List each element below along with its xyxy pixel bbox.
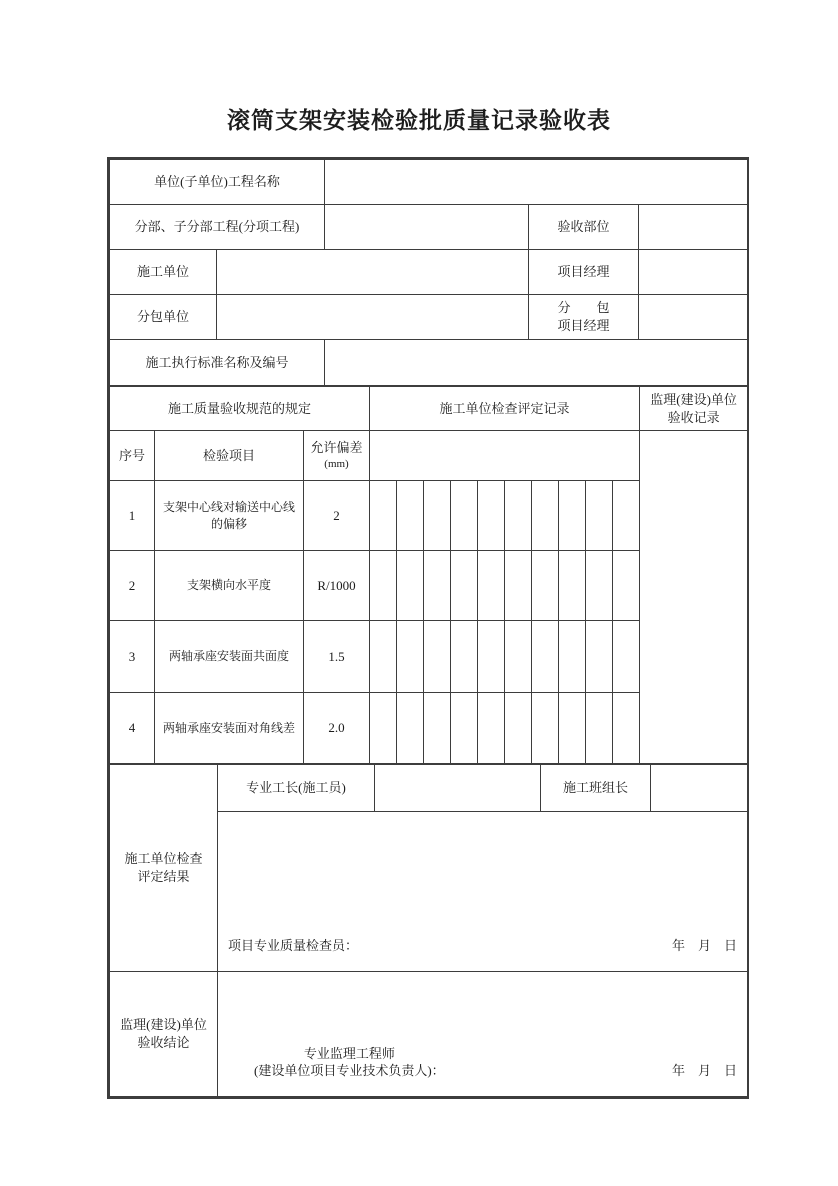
check-cell — [424, 693, 451, 764]
acceptance-part-input-cell — [639, 205, 748, 250]
subcontract-pm-label-line2: 项目经理 — [557, 318, 610, 333]
col-item-header: 检验项目 — [155, 431, 304, 481]
table-row — [110, 765, 748, 812]
item-no: 3 — [110, 621, 155, 693]
table-row — [110, 205, 748, 250]
check-cell — [370, 551, 397, 621]
check-cell — [505, 621, 532, 693]
construction-result-area — [218, 812, 748, 972]
table-row — [110, 340, 748, 386]
construction-unit-input-cell — [217, 250, 529, 295]
supervision-record-header-line2: 验收记录 — [667, 409, 720, 425]
project-manager-input-cell — [639, 250, 748, 295]
check-cell — [478, 621, 505, 693]
check-cell — [424, 481, 451, 551]
foreman-label: 专业工长(施工员) — [218, 765, 375, 812]
check-cell — [613, 621, 640, 693]
check-cell — [532, 621, 559, 693]
item-name: 两轴承座安装面共面度 — [155, 621, 304, 693]
construction-result-label — [110, 765, 218, 972]
item-name: 两轴承座安装面对角线差 — [155, 693, 304, 764]
check-record-header: 施工单位检查评定记录 — [370, 387, 640, 431]
check-cell — [613, 481, 640, 551]
supervisor-label-line1: 专业监理工程师 — [303, 1046, 395, 1062]
subcontract-pm-label — [529, 295, 639, 340]
quality-inspector-label: 项目专业质量检查员： — [228, 938, 359, 954]
item-no: 2 — [110, 551, 155, 621]
check-cell — [532, 481, 559, 551]
standard-input-cell — [325, 340, 748, 386]
supervision-result-area — [218, 972, 748, 1097]
check-cell — [397, 693, 424, 764]
table-row — [110, 250, 748, 295]
item-name: 支架中心线对输送中心线的偏移 — [155, 481, 304, 551]
check-cell — [451, 621, 478, 693]
check-cell — [586, 621, 613, 693]
check-cell — [370, 693, 397, 764]
supervision-date-text: 年 月 日 — [671, 1063, 737, 1079]
check-cell — [559, 551, 586, 621]
item-name: 支架横向水平度 — [155, 551, 304, 621]
col-no-header: 序号 — [110, 431, 155, 481]
matrix-subheader-row — [110, 431, 748, 481]
check-values-blank-cell — [370, 431, 640, 481]
signature-table — [109, 764, 748, 1097]
subcontract-pm-input-cell — [639, 295, 748, 340]
item-deviation: 1.5 — [304, 621, 370, 693]
inspection-matrix-table — [109, 386, 748, 764]
division-label: 分部、子分部工程(分项工程) — [110, 205, 325, 250]
supervision-result-label-line1: 监理(建设)单位 — [120, 1017, 207, 1033]
check-cell — [397, 481, 424, 551]
supervisor-label — [254, 1046, 445, 1080]
division-input-cell — [325, 205, 529, 250]
check-cell — [424, 621, 451, 693]
col-deviation-header-line1: 允许偏差 — [310, 440, 363, 456]
check-cell — [505, 481, 532, 551]
check-cell — [424, 551, 451, 621]
regulation-header: 施工质量验收规范的规定 — [110, 387, 370, 431]
subcontractor-input-cell — [217, 295, 529, 340]
check-cell — [397, 551, 424, 621]
construction-date-text: 年 月 日 — [671, 938, 737, 954]
item-deviation: 2 — [304, 481, 370, 551]
unit-project-input-cell — [325, 160, 748, 205]
check-cell — [451, 481, 478, 551]
supervisor-label-line2: (建设单位项目专业技术负责人)： — [254, 1063, 445, 1079]
team-leader-label: 施工班组长 — [541, 765, 651, 812]
check-cell — [397, 621, 424, 693]
check-cell — [451, 551, 478, 621]
col-deviation-header-unit: (mm) — [324, 457, 349, 470]
item-no: 1 — [110, 481, 155, 551]
supervision-record-header-line1: 监理(建设)单位 — [650, 391, 737, 407]
project-manager-label: 项目经理 — [529, 250, 639, 295]
check-cell — [559, 693, 586, 764]
check-cell — [505, 693, 532, 764]
check-cell — [559, 621, 586, 693]
team-leader-input-cell — [651, 765, 748, 812]
check-cell — [478, 481, 505, 551]
table-row — [110, 972, 748, 1097]
page-title: 滚筒支架安装检验批质量记录验收表 — [227, 108, 611, 133]
subcontractor-label: 分包单位 — [110, 295, 217, 340]
check-cell — [532, 693, 559, 764]
table-row — [110, 160, 748, 205]
check-cell — [613, 693, 640, 764]
matrix-header-row — [110, 387, 748, 431]
table-row — [110, 295, 748, 340]
item-deviation: 2.0 — [304, 693, 370, 764]
check-cell — [370, 621, 397, 693]
check-cell — [478, 693, 505, 764]
supervision-record-input-cell — [640, 431, 748, 764]
foreman-input-cell — [375, 765, 541, 812]
check-cell — [532, 551, 559, 621]
check-cell — [613, 551, 640, 621]
subcontract-pm-label-line1: 分 包 — [557, 300, 610, 316]
standard-label: 施工执行标准名称及编号 — [110, 340, 325, 386]
check-cell — [559, 481, 586, 551]
supervision-result-label — [110, 972, 218, 1097]
construction-result-label-line2: 评定结果 — [137, 869, 190, 884]
acceptance-part-label: 验收部位 — [529, 205, 639, 250]
check-cell — [586, 551, 613, 621]
check-cell — [586, 693, 613, 764]
item-deviation: R/1000 — [304, 551, 370, 621]
check-cell — [451, 693, 478, 764]
info-table — [109, 159, 748, 386]
item-no: 4 — [110, 693, 155, 764]
form-sheet — [107, 157, 749, 1099]
check-cell — [505, 551, 532, 621]
supervision-record-header — [640, 387, 748, 431]
construction-result-label-line1: 施工单位检查 — [124, 851, 203, 867]
col-deviation-header — [304, 431, 370, 481]
supervision-result-label-line2: 验收结论 — [137, 1035, 190, 1050]
check-cell — [370, 481, 397, 551]
check-cell — [586, 481, 613, 551]
unit-project-label: 单位(子单位)工程名称 — [110, 160, 325, 205]
construction-unit-label: 施工单位 — [110, 250, 217, 295]
check-cell — [478, 551, 505, 621]
